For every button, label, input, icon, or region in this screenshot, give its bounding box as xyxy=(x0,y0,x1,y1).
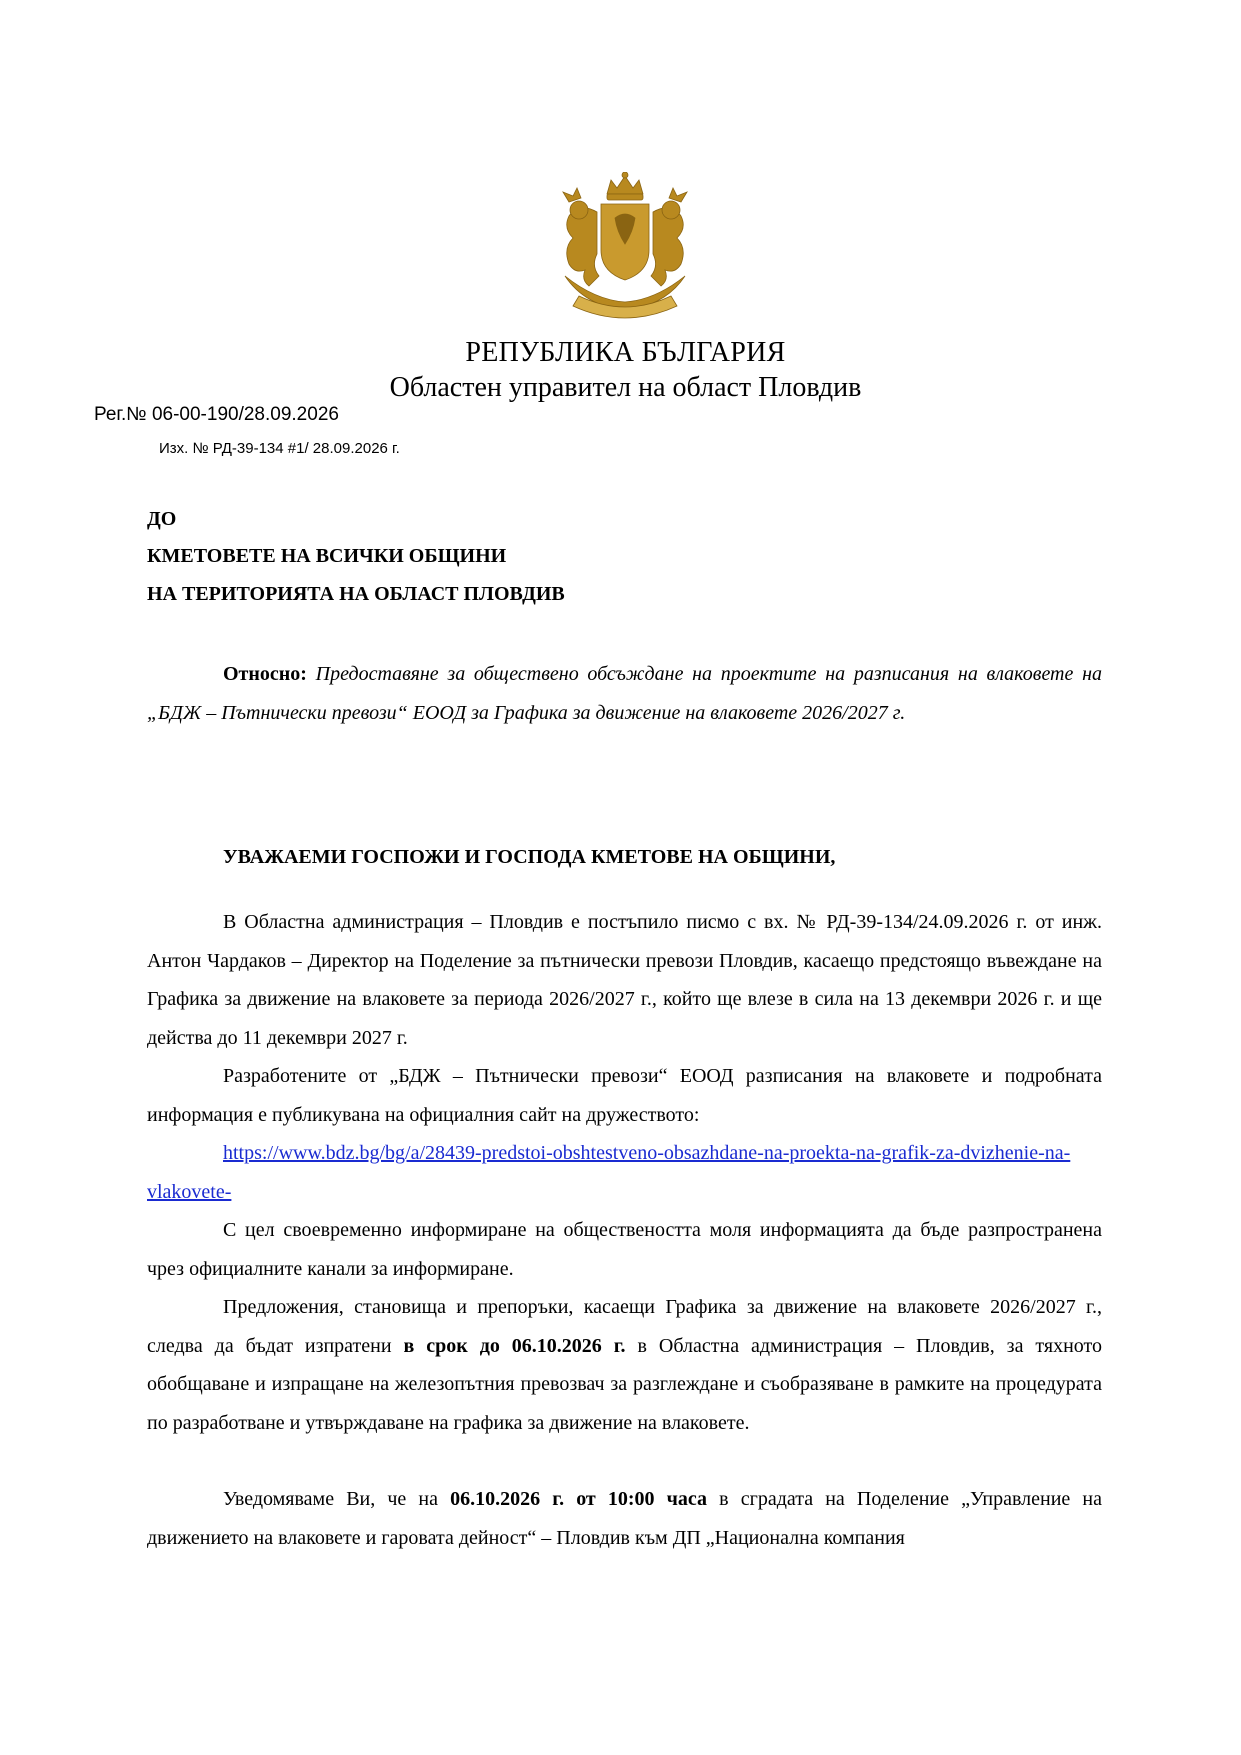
addressee-line-1: ДО xyxy=(147,508,177,530)
p4-text-end: в Областна администрация – Пловдив, за тяхното обобщаване и изпращане на железопътния превозвач за разглеждане и съобразяване в рамките на процедурата по разработване и утвърждаване на графика за движение на влаковете. xyxy=(147,1334,1102,1434)
website-link-paragraph xyxy=(147,1134,1102,1211)
deadline-date: в срок до 06.10.2026 г. xyxy=(403,1334,626,1357)
body-paragraph-5 xyxy=(147,1480,1102,1557)
p5-text-start: Уведомяваме Ви, че на xyxy=(223,1488,451,1510)
subject-text: Предоставяне за обществено обсъждане на проектите на разписания на влаковете на „БДЖ – Пътнически превози“ ЕООД за Графика за движение на влаковете 2026/2027 г. xyxy=(147,663,1102,724)
registration-number: Рег.№ 06-00-190/28.09.2026 xyxy=(94,404,339,425)
body-paragraph-1: В Областна администрация – Пловдив е постъпило писмо с вх. № РД-39-134/24.09.2026 г. от инж. Антон Чардаков – Директор на Поделение за пътнически превози Пловдив, касаещо предстоящо въвеждане на Графика за движение на влаковете за периода 2026/2027 г., който ще влезе в сила на 13 декември 2026 г. и ще действа до 11 декември 2027 г. xyxy=(147,911,1102,1049)
addressee-line-2: КМЕТОВЕТЕ НА ВСИЧКИ ОБЩИНИ xyxy=(147,545,507,567)
outgoing-number: Изх. № РД-39-134 #1/ 28.09.2026 г. xyxy=(159,440,400,457)
country-name: РЕПУБЛИКА БЪЛГАРИЯ xyxy=(465,337,786,368)
addressee-line-3: НА ТЕРИТОРИЯТА НА ОБЛАСТ ПЛОВДИВ xyxy=(147,583,565,605)
coat-of-arms-icon xyxy=(545,172,705,320)
institution-name: Областен управител на област Пловдив xyxy=(389,372,862,403)
body-paragraph-2: Разработените от „БДЖ – Пътнически превози“ ЕООД разписания на влаковете и подробната информация е публикувана на официалния сайт на дружеството: xyxy=(147,1065,1102,1126)
p5-text-end: в сградата на Поделение „Управление на движението на влаковете и гаровата дейност“ – Пловдив към ДП „Национална компания xyxy=(147,1488,1102,1549)
body-paragraph-3: С цел своевременно информиране на обществеността моля информацията да бъде разпространена чрез официалните канали за информиране. xyxy=(147,1219,1102,1280)
p4-text-start: Предложения, становища и препоръки, касаещи Графика за движение на влаковете 2026/2027 г., следва да бъдат изпратени xyxy=(147,1296,1102,1357)
body-paragraph-4 xyxy=(147,1288,1102,1442)
subject-paragraph xyxy=(147,655,1102,732)
website-link[interactable]: https://www.bdz.bg/bg/a/28439-predstoi-obshtestveno-obsazhdane-na-proekta-na-grafik-za-dvizhenie-na-vlakovete- xyxy=(147,1142,1071,1203)
subject-label: Относно: xyxy=(223,663,307,685)
meeting-datetime: 06.10.2026 г. от 10:00 часа xyxy=(450,1488,708,1510)
greeting: УВАЖАЕМИ ГОСПОЖИ И ГОСПОДА КМЕТОВЕ НА ОБЩИНИ, xyxy=(223,846,836,868)
